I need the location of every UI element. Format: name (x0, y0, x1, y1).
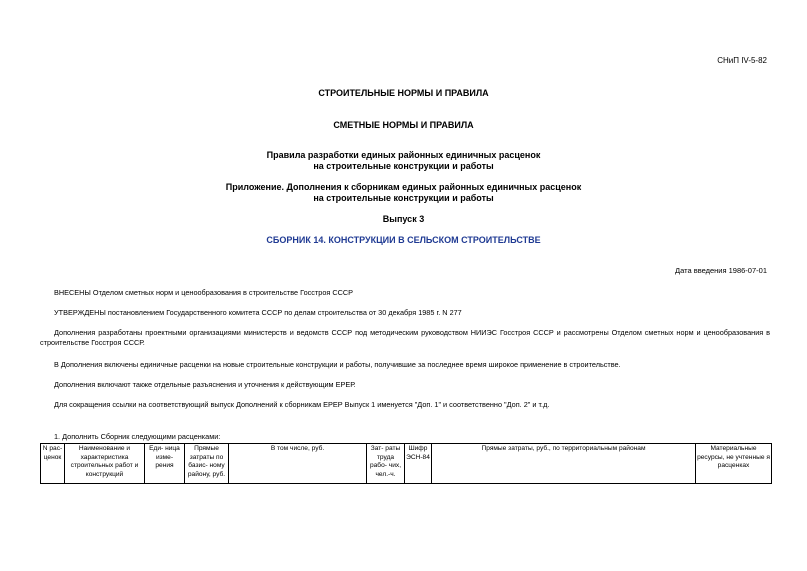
appendix-title (0, 182, 807, 204)
table-caption: 1. Дополнить Сборник следующими расценками: (54, 432, 221, 441)
paragraph-developed: Дополнения разработаны проектными организациями министерств и ведомств СССР под методическим руководством НИИЭС Госстроя СССР и рассмотрены Отделом сметных норм и ценообразования в строительстве Госстроя СССР. (40, 328, 770, 347)
column-header: В том числе, руб. (229, 444, 367, 484)
collection-title: СБОРНИК 14. КОНСТРУКЦИИ В СЕЛЬСКОМ СТРОИТЕЛЬСТВЕ (266, 235, 541, 245)
column-header: Прямые затраты, руб., по территориальным районам (432, 444, 696, 484)
paragraph-abbreviation: Для сокращения ссылки на соответствующий выпуск Дополнений к сборникам ЕРЕР Выпуск 1 именуется "Доп. 1" и соответственно "Доп. 2" и т.д. (54, 400, 550, 409)
column-header: Материальные ресурсы, не учтенные я расценках (696, 444, 772, 484)
rules-title-line1: Правила разработки единых районных единичных расценок (266, 150, 541, 160)
document-subtitle: СМЕТНЫЕ НОРМЫ И ПРАВИЛА (333, 120, 474, 130)
column-header: Наименование и характеристика строительных работ и конструкций (65, 444, 145, 484)
paragraph-included: В Дополнения включены единичные расценки на новые строительные конструкции и работы, получившие за последнее время широкое применение в строительстве. (54, 360, 621, 369)
rates-table (40, 443, 772, 484)
document-code: СНиП IV-5-82 (717, 56, 767, 65)
table-header-row (41, 444, 772, 484)
column-header: Зат- раты труда рабо- чих, чел.-ч. (367, 444, 405, 484)
column-header: N рас- ценок (41, 444, 65, 484)
paragraph-introduced: ВНЕСЕНЫ Отделом сметных норм и ценообразования в строительстве Госстроя СССР (54, 288, 354, 297)
paragraph-approved: УТВЕРЖДЕНЫ постановлением Государственного комитета СССР по делам строительства от 30 декабря 1985 г. N 277 (54, 308, 462, 317)
effective-date: Дата введения 1986-07-01 (675, 266, 767, 275)
appendix-title-line1: Приложение. Дополнения к сборникам единых районных единичных расценок (225, 182, 582, 192)
paragraph-explanations: Дополнения включают также отдельные разъяснения и уточнения к действующим ЕРЕР. (54, 380, 356, 389)
column-header: Прямые затраты по базис- ному району, руб. (185, 444, 229, 484)
column-header: Шифр ЭСН-84 (405, 444, 432, 484)
document-title: СТРОИТЕЛЬНЫЕ НОРМЫ И ПРАВИЛА (318, 88, 489, 98)
rules-title (0, 150, 807, 172)
appendix-title-line2: на строительные конструкции и работы (313, 193, 494, 203)
issue-number: Выпуск 3 (382, 214, 425, 224)
column-header: Еди- ница изме- рения (145, 444, 185, 484)
rules-title-line2: на строительные конструкции и работы (313, 161, 494, 171)
